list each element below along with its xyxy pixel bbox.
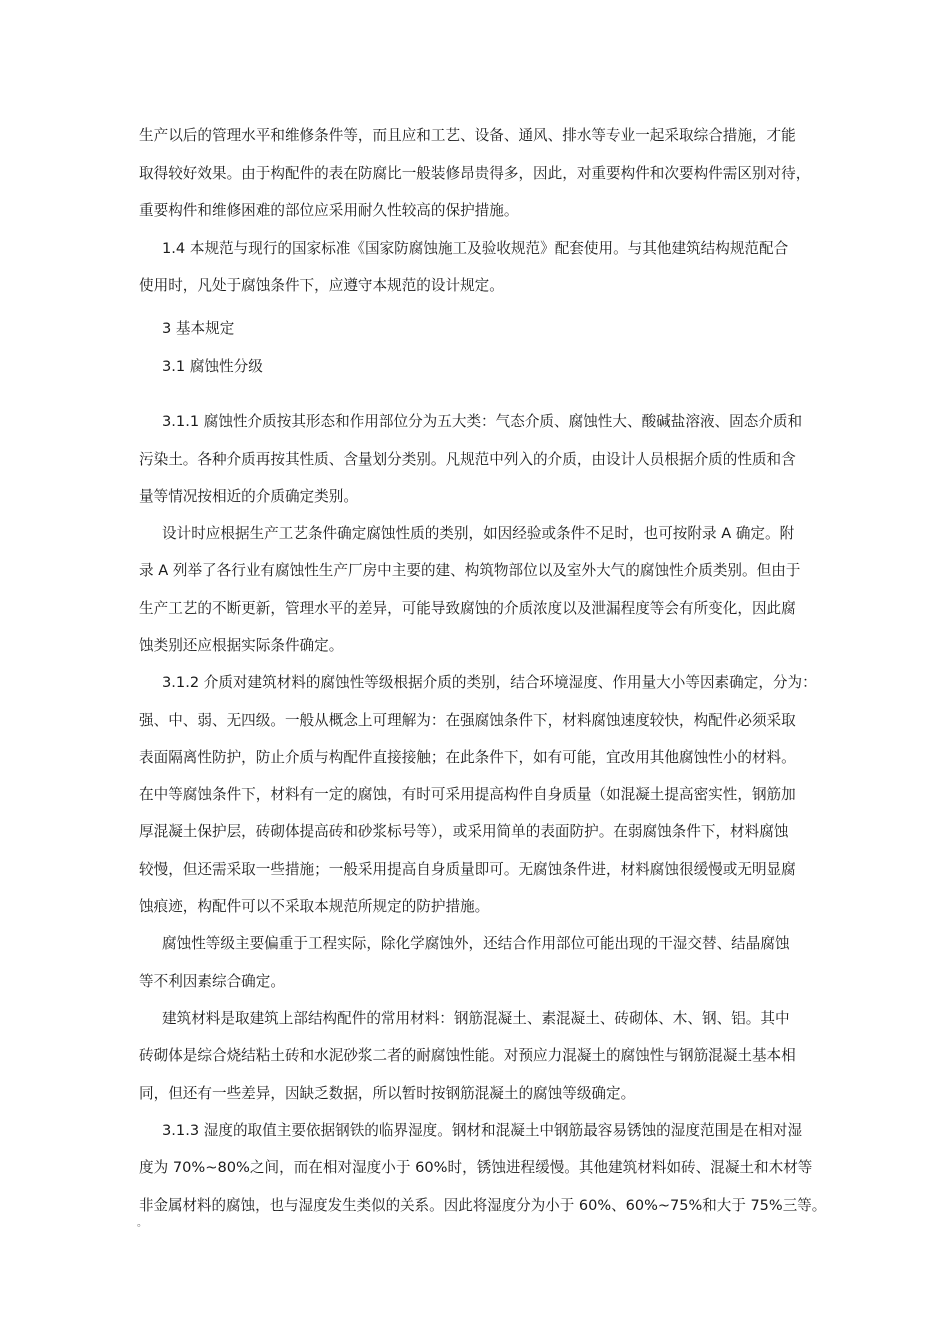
subsection-heading: 3.1 腐蚀性分级 [162, 358, 263, 375]
text-line: 蚀类别还应根据实际条件确定。 [139, 637, 344, 654]
text-line: 取得较好效果。由于构配件的表在防腐比一般装修昂贵得多，因此，对重要构件和次要构件需区别对待， [139, 165, 811, 182]
text-line: 3.1.2 介质对建筑材料的腐蚀性等级根据介质的类别，结合环境湿度、作用量大小等因素确定，分为： [162, 674, 817, 691]
text-line: 生产以后的管理水平和维修条件等，而且应和工艺、设备、通风、排水等专业一起采取综合措施，才能 [139, 127, 796, 144]
text-line: 厚混凝土保护层，砖砌体提高砖和砂浆标号等），或采用简单的表面防护。在弱腐蚀条件下，材料腐蚀 [139, 823, 789, 840]
text-line: 表面隔离性防护，防止介质与构配件直接接触；在此条件下，如有可能，宜改用其他腐蚀性小的材料。 [139, 749, 796, 766]
text-line: 重要构件和维修困难的部位应采用耐久性较高的保护措施。 [139, 202, 519, 219]
text-line: 使用时，凡处于腐蚀条件下，应遵守本规范的设计规定。 [139, 277, 504, 294]
section-heading: 3 基本规定 [162, 320, 235, 337]
text-line: 生产工艺的不断更新，管理水平的差异，可能导致腐蚀的介质浓度以及泄漏程度等会有所变化，因此腐 [139, 600, 796, 617]
text-line: 非金属材料的腐蚀，也与湿度发生类似的关系。因此将湿度分为小于 60%、60%~75%和大于 75%三等。 [139, 1197, 827, 1214]
text-line: 3.1.1 腐蚀性介质按其形态和作用部位分为五大类：气态介质、腐蚀性大、酸碱盐溶液、固态介质和 [162, 413, 803, 430]
text-line: 录 A 列举了各行业有腐蚀性生产厂房中主要的建、构筑物部位以及室外大气的腐蚀性介质类别。但由于 [139, 562, 801, 579]
text-line: 强、中、弱、无四级。一般从概念上可理解为：在强腐蚀条件下，材料腐蚀速度较快，构配件必须采取 [139, 712, 796, 729]
text-line: 污染土。各种介质再按其性质、含量划分类别。凡规范中列入的介质，由设计人员根据介质的性质和含 [139, 451, 796, 468]
trailing-mark: 。 [137, 1218, 147, 1229]
text-line: 腐蚀性等级主要偏重于工程实际，除化学腐蚀外，还结合作用部位可能出现的干湿交替、结晶腐蚀 [162, 935, 790, 952]
text-line: 1.4 本规范与现行的国家标准《国家防腐蚀施工及验收规范》配套使用。与其他建筑结构规范配合 [162, 240, 789, 257]
text-line: 设计时应根据生产工艺条件确定腐蚀性质的类别，如因经验或条件不足时，也可按附录 A 确定。附 [162, 525, 795, 542]
text-line: 等不利因素综合确定。 [139, 973, 285, 990]
text-line: 较慢，但还需采取一些措施；一般采用提高自身质量即可。无腐蚀条件进，材料腐蚀很缓慢或无明显腐 [139, 861, 796, 878]
text-line: 同，但还有一些差异，因缺乏数据，所以暂时按钢筋混凝土的腐蚀等级确定。 [139, 1085, 636, 1102]
text-line: 砖砌体是综合烧结粘土砖和水泥砂浆二者的耐腐蚀性能。对预应力混凝土的腐蚀性与钢筋混凝土基本相 [139, 1047, 796, 1064]
text-line: 量等情况按相近的介质确定类别。 [139, 488, 358, 505]
text-line: 度为 70%~80%之间，而在相对湿度小于 60%时，锈蚀进程缓慢。其他建筑材料如砖、混凝土和木材等 [139, 1159, 813, 1176]
text-line: 在中等腐蚀条件下，材料有一定的腐蚀，有时可采用提高构件自身质量（如混凝土提高密实性，钢筋加 [139, 786, 796, 803]
text-line: 蚀痕迹，构配件可以不采取本规范所规定的防护措施。 [139, 898, 490, 915]
text-line: 建筑材料是取建筑上部结构配件的常用材料：钢筋混凝土、素混凝土、砖砌体、木、钢、铝。其中 [162, 1010, 790, 1027]
text-line: 3.1.3 湿度的取值主要依据钢铁的临界湿度。钢材和混凝土中钢筋最容易锈蚀的湿度范围是在相对湿 [162, 1122, 803, 1139]
